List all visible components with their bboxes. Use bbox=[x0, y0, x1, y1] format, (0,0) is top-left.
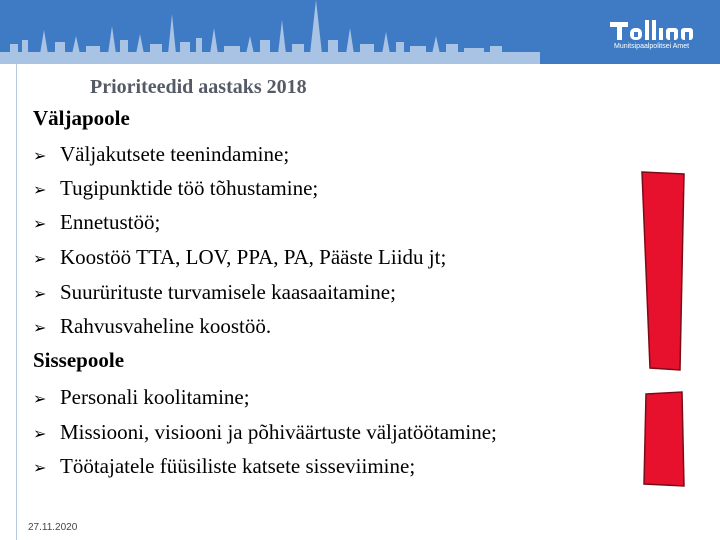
list-item bbox=[33, 385, 250, 410]
list-item-text: Väljakutsete teenindamine; bbox=[60, 142, 290, 166]
list-item bbox=[33, 420, 497, 445]
arrow-bullet-icon: ➢ bbox=[33, 284, 47, 303]
list-item-text: Koostöö TTA, LOV, PPA, PA, Pääste Liidu jt; bbox=[60, 245, 447, 269]
arrow-bullet-icon: ➢ bbox=[33, 318, 47, 337]
tallinn-logo bbox=[608, 16, 708, 56]
list-item bbox=[33, 210, 160, 235]
list-item bbox=[33, 454, 415, 479]
list-item-text: Rahvusvaheline koostöö. bbox=[60, 314, 272, 338]
list-item-text: Ennetustöö; bbox=[60, 210, 161, 234]
city-skyline-graphic bbox=[0, 0, 540, 64]
list-item-text: Personali koolitamine; bbox=[60, 385, 250, 409]
arrow-bullet-icon: ➢ bbox=[33, 458, 47, 477]
list-item bbox=[33, 142, 289, 167]
header-banner bbox=[0, 0, 720, 64]
list-item-text: Töötajatele füüsiliste katsete sisseviimine; bbox=[60, 454, 416, 478]
list-item bbox=[33, 280, 396, 305]
logo-subtitle: Munitsipaalpolitsei Amet bbox=[614, 43, 690, 50]
list-item-text: Missiooni, visiooni ja põhiväärtuste väljatöötamine; bbox=[60, 420, 497, 444]
arrow-bullet-icon: ➢ bbox=[33, 180, 47, 199]
section-heading-outward: Väljapoole bbox=[33, 106, 130, 130]
list-item bbox=[33, 245, 446, 270]
arrow-bullet-icon: ➢ bbox=[33, 389, 47, 408]
exclamation-mark-icon bbox=[640, 168, 690, 488]
list-item-text: Tugipunktide töö tõhustamine; bbox=[60, 176, 319, 200]
list-item-text: Suurürituste turvamisele kaasaaitamine; bbox=[60, 280, 396, 304]
arrow-bullet-icon: ➢ bbox=[33, 249, 47, 268]
left-divider bbox=[16, 64, 17, 540]
section-heading-inward: Sissepoole bbox=[33, 348, 125, 372]
slide-title: Prioriteedid aastaks 2018 bbox=[90, 76, 307, 98]
arrow-bullet-icon: ➢ bbox=[33, 146, 47, 165]
list-item bbox=[33, 314, 271, 339]
list-item bbox=[33, 176, 318, 201]
arrow-bullet-icon: ➢ bbox=[33, 424, 47, 443]
footer-date: 27.11.2020 bbox=[28, 522, 78, 533]
arrow-bullet-icon: ➢ bbox=[33, 214, 47, 233]
